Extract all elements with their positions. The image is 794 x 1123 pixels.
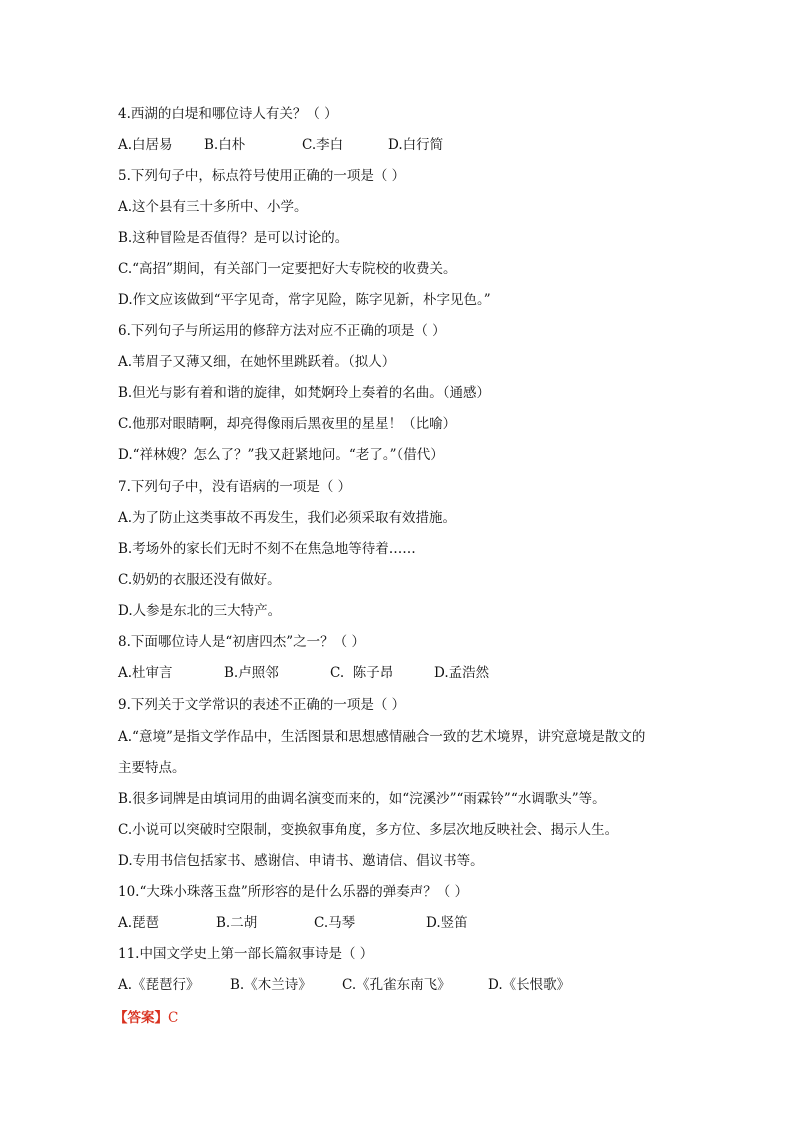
q5-option-c: C.“高招”期间，有关部门一定要把好大专院校的收费关。 xyxy=(118,261,457,277)
q11-option-b: B.《木兰诗》 xyxy=(230,977,312,993)
q10-option-a: A.琵琶 xyxy=(118,915,160,931)
question-7-stem: 7.下列句子中，没有语病的一项是（ ） xyxy=(118,479,352,495)
answer-line xyxy=(114,1008,178,1028)
q11-option-c: C.《孔雀东南飞》 xyxy=(342,977,451,993)
q7-option-c: C.奶奶的衣服还没有做好。 xyxy=(118,572,281,588)
q7-option-b: B.考场外的家长们无时不刻不在焦急地等待着…… xyxy=(118,541,416,557)
q8-option-a: A.杜审言 xyxy=(118,665,173,681)
q10-option-d: D.竖笛 xyxy=(426,915,468,931)
question-5-stem: 5.下列句子中，标点符号使用正确的一项是（ ） xyxy=(118,168,406,184)
question-8-stem: 8.下面哪位诗人是“初唐四杰”之一？（ ） xyxy=(118,634,365,650)
answer-value: C xyxy=(168,1010,179,1026)
question-8-options xyxy=(118,663,489,683)
question-11-options xyxy=(118,975,570,995)
q4-option-b: B.白朴 xyxy=(204,137,246,153)
q8-option-b: B.卢照邻 xyxy=(224,665,279,681)
question-9-stem: 9.下列关于文学常识的表述不正确的一项是（ ） xyxy=(118,697,406,713)
q10-option-c: C.马琴 xyxy=(314,915,356,931)
q6-option-c: C.他那对眼睛啊，却亮得像雨后黑夜里的星星！（比喻） xyxy=(118,416,457,432)
question-10-options xyxy=(118,913,468,933)
q11-option-d: D.《长恨歌》 xyxy=(488,977,571,993)
q9-option-a-continued: 主要特点。 xyxy=(118,760,186,776)
q6-option-a: A.苇眉子又薄又细，在她怀里跳跃着。（拟人） xyxy=(118,354,396,370)
q4-option-a: A.白居易 xyxy=(118,137,173,153)
q5-option-d: D.作文应该做到“平字见奇，常字见险，陈字见新，朴字见色。” xyxy=(118,292,491,308)
question-4-stem: 4.西湖的白堤和哪位诗人有关？（ ） xyxy=(118,106,338,122)
q9-option-b: B.很多词牌是由填词用的曲调名演变而来的，如“浣溪沙”“雨霖铃”“水调歌头”等。 xyxy=(118,791,606,807)
q7-option-d: D.人参是东北的三大特产。 xyxy=(118,603,282,619)
answer-label: 【答案】 xyxy=(114,1010,168,1026)
q11-option-a: A.《琵琶行》 xyxy=(118,977,200,993)
q10-option-b: B.二胡 xyxy=(216,915,258,931)
q6-option-d: D.“祥林嫂？怎么了？”我又赶紧地问。“老了。”（借代） xyxy=(118,447,444,463)
q8-option-c: C. 陈子昂 xyxy=(330,665,394,681)
q4-option-c: C.李白 xyxy=(302,137,344,153)
question-4-options xyxy=(118,135,443,155)
q5-option-b: B.这种冒险是否值得？是可以讨论的。 xyxy=(118,230,349,246)
question-6-stem: 6.下列句子与所运用的修辞方法对应不正确的项是（ ） xyxy=(118,323,446,339)
q4-option-d: D.白行简 xyxy=(388,137,444,153)
q9-option-c: C.小说可以突破时空限制，变换叙事角度，多方位、多层次地反映社会、揭示人生。 xyxy=(118,822,619,838)
q8-option-d: D.孟浩然 xyxy=(434,665,490,681)
q9-option-d: D.专用书信包括家书、感谢信、申请书、邀请信、倡议书等。 xyxy=(118,853,484,869)
q5-option-a: A.这个县有三十多所中、小学。 xyxy=(118,199,308,215)
question-11-stem: 11.中国文学史上第一部长篇叙事诗是（ ） xyxy=(118,946,374,962)
q9-option-a: A.“意境”是指文学作品中，生活图景和思想感情融合一致的艺术境界，讲究意境是散文的 xyxy=(118,729,646,745)
q7-option-a: A.为了防止这类事故不再发生，我们必须采取有效措施。 xyxy=(118,510,457,526)
q6-option-b: B.但光与影有着和谐的旋律，如梵婀玲上奏着的名曲。（通感） xyxy=(118,385,490,401)
question-10-stem: 10.“大珠小珠落玉盘”所形容的是什么乐器的弹奏声？（ ） xyxy=(118,884,469,900)
